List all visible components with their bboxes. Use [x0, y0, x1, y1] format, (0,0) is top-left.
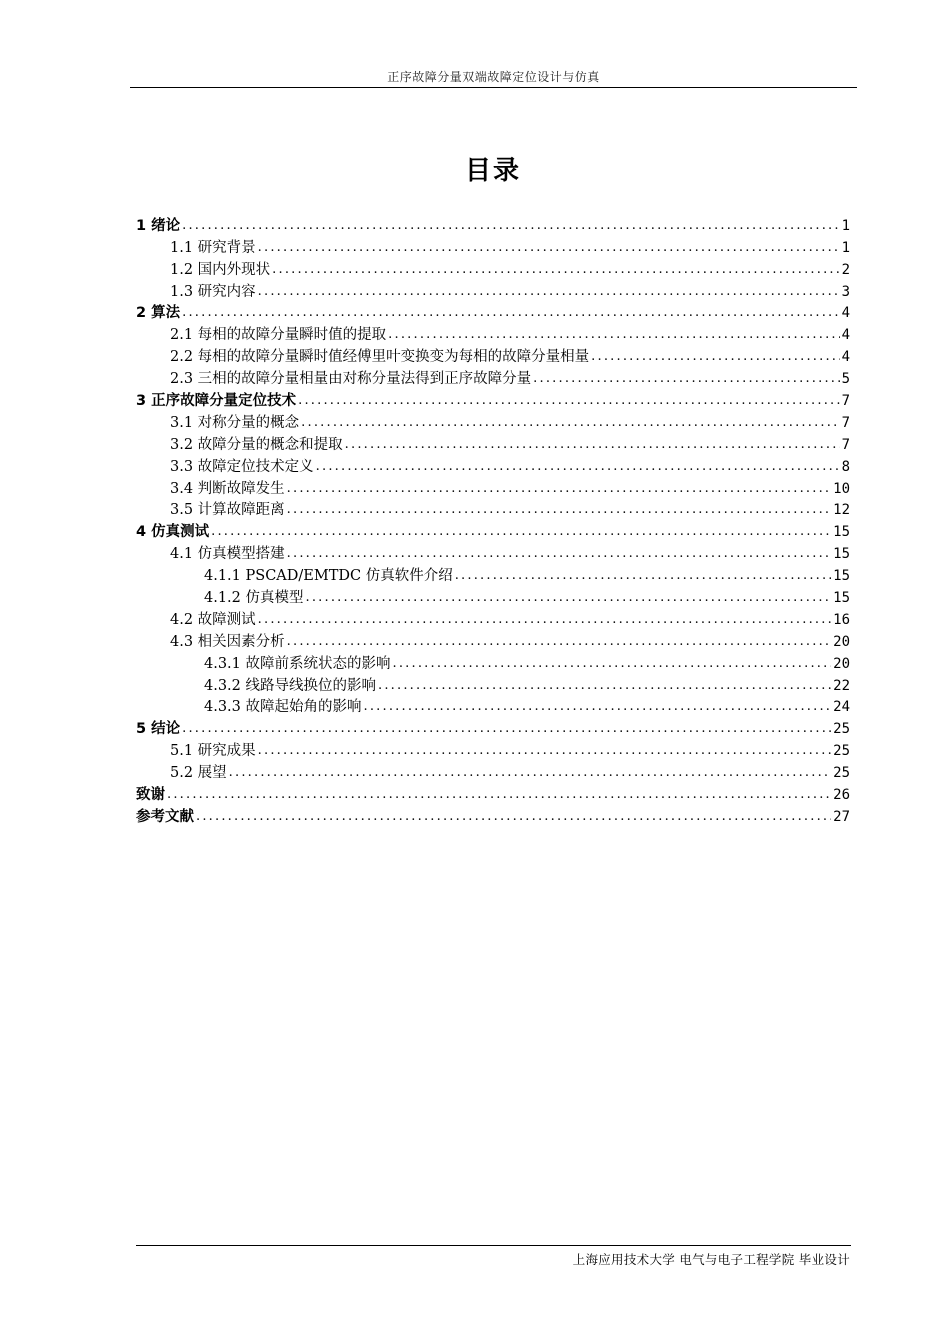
toc-entry-label: 1.1 研究背景 [170, 239, 256, 256]
toc-entry[interactable] [136, 236, 850, 258]
toc-entry[interactable] [136, 433, 850, 455]
toc-entry[interactable] [136, 520, 850, 542]
toc-dot-leader [229, 763, 831, 783]
toc-entry[interactable] [136, 696, 850, 718]
toc-entry[interactable] [136, 499, 850, 521]
toc-entry[interactable] [136, 258, 850, 280]
toc-title: 目录 [464, 156, 521, 186]
toc-entry-page-number: 7 [841, 393, 850, 410]
toc-dot-leader [388, 325, 839, 345]
header-divider [130, 87, 857, 88]
toc-entry-page-number: 15 [833, 568, 850, 585]
toc-dot-leader [533, 369, 839, 389]
toc-entry-page-number: 16 [833, 611, 850, 628]
toc-entry-label: 3.1 对称分量的概念 [170, 414, 300, 431]
toc-entry-label: 4.1 仿真模型搭建 [170, 546, 285, 563]
toc-dot-leader [258, 238, 840, 258]
toc-dot-leader [182, 719, 831, 739]
toc-entry-label: 3.3 故障定位技术定义 [170, 458, 314, 475]
toc-entry-page-number: 4 [841, 349, 850, 366]
toc-entry-page-number: 10 [833, 480, 850, 497]
toc-dot-leader [591, 347, 839, 367]
toc-entry-page-number: 7 [841, 414, 850, 431]
toc-entry[interactable] [136, 542, 850, 564]
toc-entry[interactable] [136, 739, 850, 761]
toc-dot-leader [258, 610, 831, 630]
toc-entry[interactable] [136, 630, 850, 652]
toc-entry-label: 4.3 相关因素分析 [170, 633, 285, 650]
toc-entry-page-number: 20 [833, 655, 850, 672]
toc-entry-label: 4.3.3 故障起始角的影响 [204, 699, 362, 716]
toc-entry[interactable] [136, 652, 850, 674]
toc-entry-page-number: 15 [833, 590, 850, 607]
toc-entry[interactable] [136, 214, 850, 236]
toc-entry-page-number: 20 [833, 633, 850, 650]
page-footer: 上海应用技术大学 电气与电子工程学院 毕业设计 [572, 1252, 850, 1267]
toc-dot-leader [306, 588, 832, 608]
toc-entry-label: 4.3.1 故障前系统状态的影响 [204, 655, 391, 672]
toc-dot-leader [393, 654, 832, 674]
toc-entry-page-number: 7 [841, 436, 850, 453]
toc-entry-page-number: 4 [841, 327, 850, 344]
toc-dot-leader [316, 457, 840, 477]
toc-entry-label: 3.5 计算故障距离 [170, 502, 285, 519]
toc-entry-page-number: 1 [841, 217, 850, 234]
toc-entry-label: 4.3.2 线路导线换位的影响 [204, 677, 377, 694]
toc-entry[interactable] [136, 455, 850, 477]
toc-entry-label: 2.3 三相的故障分量相量由对称分量法得到正序故障分量 [170, 371, 532, 388]
toc-entry-label: 5 结论 [136, 721, 181, 738]
toc-dot-leader [167, 785, 831, 805]
toc-entry-label: 4.1.2 仿真模型 [204, 590, 304, 607]
toc-entry-page-number: 5 [841, 371, 850, 388]
toc-dot-leader [258, 741, 831, 761]
toc-dot-leader [182, 216, 839, 236]
toc-entry-page-number: 2 [841, 261, 850, 278]
toc-entry[interactable] [136, 367, 850, 389]
toc-entry-page-number: 15 [833, 524, 850, 541]
toc-entry-page-number: 25 [833, 743, 850, 760]
toc-entry-page-number: 1 [841, 239, 850, 256]
toc-entry-label: 1 绪论 [136, 217, 181, 234]
toc-entry[interactable] [136, 345, 850, 367]
toc-entry-label: 1.2 国内外现状 [170, 261, 271, 278]
toc-dot-leader [211, 522, 831, 542]
toc-entry[interactable] [136, 717, 850, 739]
table-of-contents [136, 214, 850, 827]
toc-dot-leader [272, 260, 839, 280]
toc-entry[interactable] [136, 783, 850, 805]
toc-dot-leader [287, 479, 831, 499]
toc-entry[interactable] [136, 761, 850, 783]
toc-dot-leader [287, 544, 831, 564]
toc-entry-label: 参考文献 [136, 808, 194, 825]
toc-entry-page-number: 22 [833, 677, 850, 694]
toc-entry-label: 3.2 故障分量的概念和提取 [170, 436, 343, 453]
toc-entry-label: 3 正序故障分量定位技术 [136, 393, 297, 410]
toc-entry-page-number: 25 [833, 721, 850, 738]
toc-entry-page-number: 8 [841, 458, 850, 475]
toc-entry[interactable] [136, 608, 850, 630]
toc-entry-label: 5.1 研究成果 [170, 743, 256, 760]
toc-entry[interactable] [136, 389, 850, 411]
toc-entry-page-number: 27 [833, 808, 850, 825]
footer-divider [136, 1245, 851, 1246]
toc-entry-label: 3.4 判断故障发生 [170, 480, 285, 497]
toc-dot-leader [378, 676, 831, 696]
toc-entry-label: 1.3 研究内容 [170, 283, 256, 300]
toc-entry-label: 4.1.1 PSCAD/EMTDC 仿真软件介绍 [204, 568, 453, 585]
toc-dot-leader [182, 303, 839, 323]
toc-entry-page-number: 25 [833, 765, 850, 782]
toc-dot-leader [196, 807, 831, 827]
toc-entry-label: 4 仿真测试 [136, 524, 210, 541]
toc-entry-page-number: 3 [841, 283, 850, 300]
toc-entry-label: 5.2 展望 [170, 765, 227, 782]
toc-entry-page-number: 4 [841, 305, 850, 322]
toc-dot-leader [455, 566, 831, 586]
toc-dot-leader [364, 697, 832, 717]
toc-entry-page-number: 24 [833, 699, 850, 716]
toc-entry-label: 4.2 故障测试 [170, 611, 256, 628]
toc-entry[interactable] [136, 586, 850, 608]
toc-entry-page-number: 26 [833, 787, 850, 804]
toc-entry[interactable] [136, 564, 850, 586]
toc-dot-leader [287, 500, 831, 520]
toc-entry-page-number: 12 [833, 502, 850, 519]
toc-entry[interactable] [136, 674, 850, 696]
toc-entry-label: 致谢 [136, 787, 165, 804]
toc-entry-label: 2.1 每相的故障分量瞬时值的提取 [170, 327, 387, 344]
toc-dot-leader [298, 391, 839, 411]
toc-entry-page-number: 15 [833, 546, 850, 563]
toc-dot-leader [301, 413, 839, 433]
toc-entry[interactable] [136, 805, 850, 827]
toc-entry[interactable] [136, 411, 850, 433]
toc-entry-label: 2.2 每相的故障分量瞬时值经傅里叶变换变为每相的故障分量相量 [170, 349, 590, 366]
page-header: 正序故障分量双端故障定位设计与仿真 [387, 70, 600, 84]
toc-entry[interactable] [136, 302, 850, 324]
toc-entry[interactable] [136, 280, 850, 302]
toc-dot-leader [345, 435, 840, 455]
toc-dot-leader [287, 632, 831, 652]
toc-entry[interactable] [136, 477, 850, 499]
toc-entry[interactable] [136, 323, 850, 345]
toc-dot-leader [258, 282, 840, 302]
toc-entry-label: 2 算法 [136, 305, 181, 322]
